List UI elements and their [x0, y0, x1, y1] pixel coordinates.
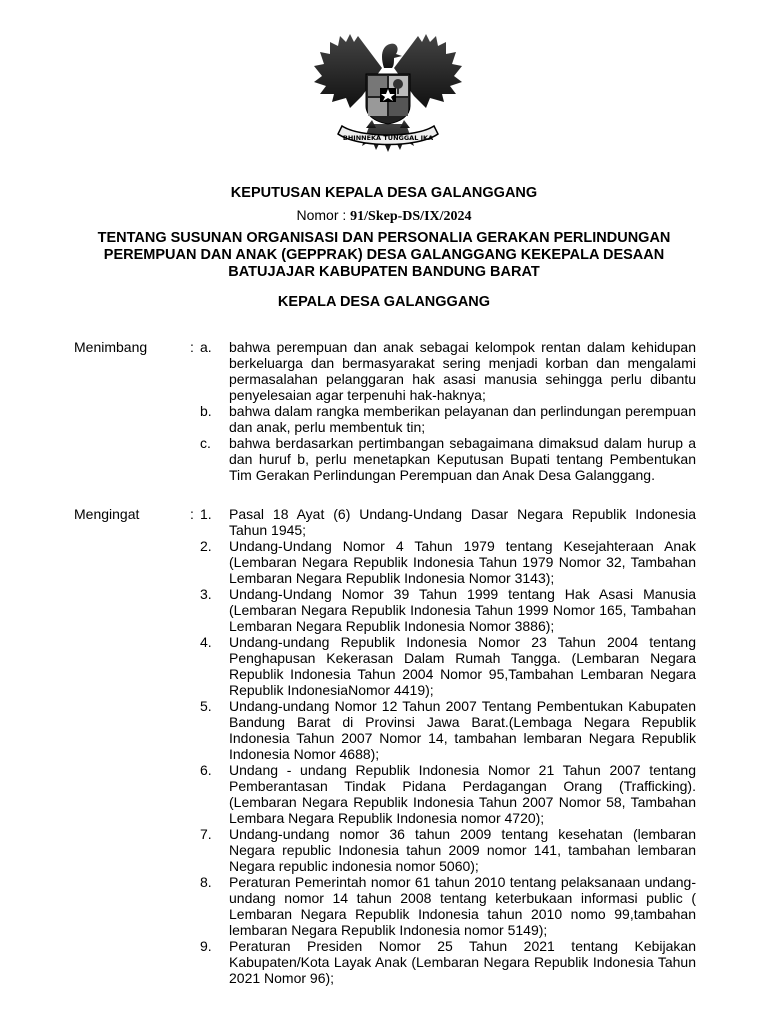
- item-marker: c.: [200, 435, 211, 451]
- menimbang-colon: :: [190, 339, 194, 355]
- item-text: Undang-undang Nomor 12 Tahun 2007 Tentang Pembentukan Kabupaten Bandung Barat di Provinsi Jawa Barat.(Lembaga Negara Republik Indonesia Tahun 2007 Nomor 14, tambahan lembaran Negara Republik Indonesia Nomor 4688);: [229, 698, 696, 762]
- mengingat-item: [200, 938, 696, 986]
- mengingat-item: [200, 874, 696, 938]
- nomor-value: 91/Skep-DS/IX/2024: [350, 209, 472, 224]
- item-text: Peraturan Pemerintah nomor 61 tahun 2010 tentang pelaksanaan undang-undang nomor 14 tahun 2008 tentang keterbukaan informasi public ( Lembaran Negara Republik Indonesia tahun 2010 nomo 99,tambahan lembaran Negara Republik Indonesia nomor 5149);: [229, 874, 696, 938]
- mengingat-item: [200, 762, 696, 826]
- mengingat-item: [200, 538, 696, 586]
- item-marker: 2.: [200, 538, 212, 554]
- item-marker: b.: [200, 403, 212, 419]
- item-marker: 5.: [200, 698, 212, 714]
- item-marker: 4.: [200, 634, 212, 650]
- item-text: Undang-Undang Nomor 39 Tahun 1999 tentang Hak Asasi Manusia (Lembaran Negara Republik Indonesia Tahun 1999 Nomor 165, Tambahan Lembaran Negara Republik Indonesia Nomor 3886);: [229, 586, 696, 634]
- mengingat-item: [200, 634, 696, 698]
- mengingat-label: Mengingat: [74, 506, 140, 522]
- item-marker: 9.: [200, 938, 212, 954]
- item-text: Undang-Undang Nomor 4 Tahun 1979 tentang Kesejahteraan Anak (Lembaran Negara Republik Indonesia Tahun 1979 Nomor 32, Tambahan Lembaran Negara Republik Indonesia Nomor 3143);: [229, 538, 696, 586]
- item-text: Peraturan Presiden Nomor 25 Tahun 2021 tentang Kebijakan Kabupaten/Kota Layak Anak (Lembaran Negara Republik Indonesia Tahun 2021 Nomor 96);: [229, 938, 696, 986]
- menimbang-list: [200, 339, 696, 483]
- item-text: bahwa dalam rangka memberikan pelayanan dan perlindungan perempuan dan anak, perlu membentuk tin;: [229, 403, 696, 435]
- document-number: [0, 207, 768, 225]
- item-marker: 1.: [200, 506, 212, 522]
- issuing-official: KEPALA DESA GALANGGANG: [277, 294, 491, 310]
- item-text: bahwa berdasarkan pertimbangan sebagaimana dimaksud dalam hurup a dan huruf b, perlu menetapkan Keputusan Bupati tentang Pembentukan Tim Gerakan Perlindungan Perempuan dan Anak Desa Galanggang.: [229, 435, 696, 483]
- menimbang-item: [200, 403, 696, 435]
- garuda-emblem: [310, 28, 466, 160]
- nomor-label: Nomor :: [296, 207, 351, 223]
- mengingat-item: [200, 506, 696, 538]
- item-marker: 8.: [200, 874, 212, 890]
- item-text: bahwa perempuan dan anak sebagai kelompok rentan dalam kehidupan berkeluarga dan bermasyarakat sering menjadi korban dan mengalami permasalahan pelanggaran hak asasi manusia sehingga perlu dibantu penyelesaian agar terpenuhi hak-haknya;: [229, 339, 696, 403]
- menimbang-item: [200, 339, 696, 403]
- menimbang-item: [200, 435, 696, 483]
- document-subject: TENTANG SUSUNAN ORGANISASI DAN PERSONALIA GERAKAN PERLINDUNGAN PEREMPUAN DAN ANAK (GEPPRAK) DESA GALANGGANG KEKEPALA DESAAN BATUJAJAR KABUPATEN BANDUNG BARAT: [97, 230, 671, 280]
- item-text: Undang - undang Republik Indonesia Nomor 21 Tahun 2007 tentang Pemberantasan Tindak Pidana Perdagangan Orang (Trafficking). (Lembaran Negara Republik Indonesia Tahun 2007 Nomor 58, Tambahan Lembara Negara Republik Indonesia nomor 4720);: [229, 762, 696, 826]
- item-marker: 6.: [200, 762, 212, 778]
- item-marker: a.: [200, 339, 212, 355]
- item-marker: 7.: [200, 826, 212, 842]
- mengingat-item: [200, 586, 696, 634]
- item-text: Undang-undang nomor 36 tahun 2009 tentang kesehatan (lembaran Negara republic Indonesia tahun 2009 nomor 141, tambahan lembaran Negara republic indonesia nomor 5060);: [229, 826, 696, 874]
- mengingat-item: [200, 826, 696, 874]
- mengingat-colon: :: [190, 506, 194, 522]
- menimbang-label: Menimbang: [74, 339, 148, 355]
- item-text: Pasal 18 Ayat (6) Undang-Undang Dasar Negara Republik Indonesia Tahun 1945;: [229, 506, 696, 538]
- item-text: Undang-undang Republik Indonesia Nomor 23 Tahun 2004 tentang Penghapusan Kekerasan Dalam Rumah Tangga. (Lembaran Negara Republik Indonesia Tahun 2004 Nomor 95,Tambahan Lembaran Negara Republik IndonesiaNomor 4419);: [229, 634, 696, 698]
- item-marker: 3.: [200, 586, 212, 602]
- mengingat-list: [200, 506, 696, 986]
- mengingat-item: [200, 698, 696, 762]
- emblem-motto: BHINNEKA TUNGGAL IKA: [342, 134, 434, 142]
- document-title: KEPUTUSAN KEPALA DESA GALANGGANG: [230, 185, 538, 201]
